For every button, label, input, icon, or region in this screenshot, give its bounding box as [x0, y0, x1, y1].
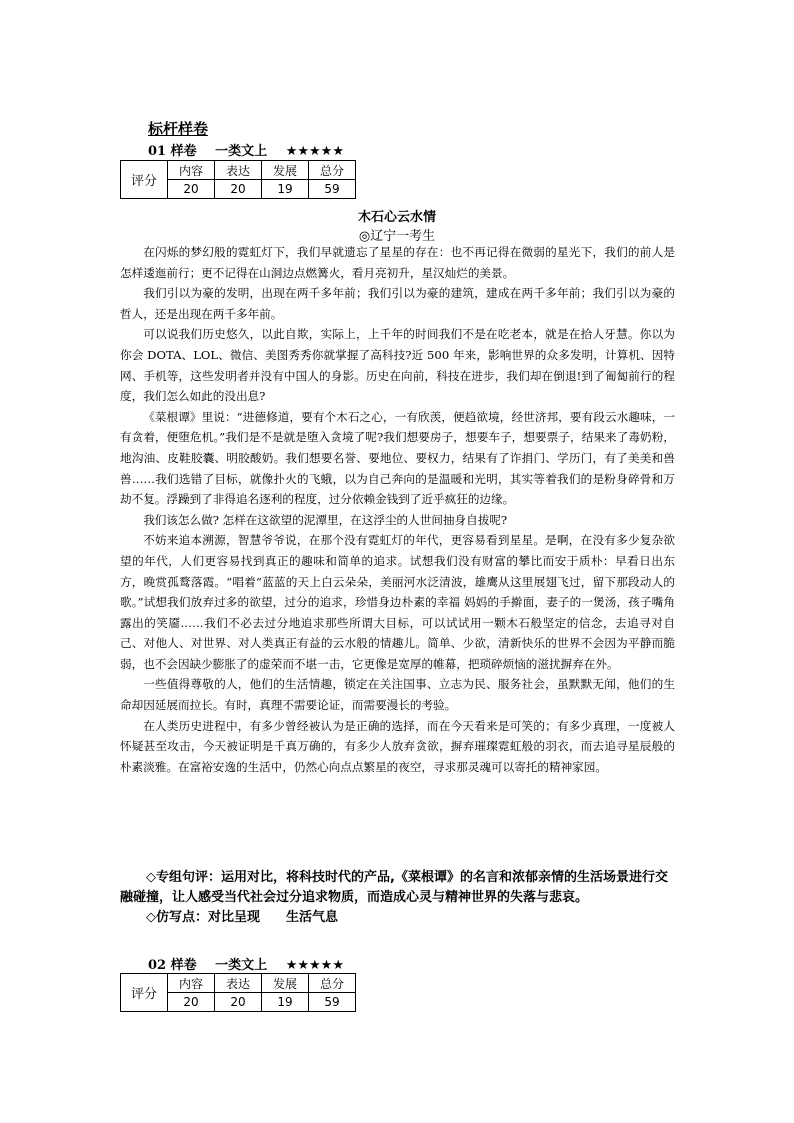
essay-paragraph: 不妨来追本溯源，智慧爷爷说，在那个没有霓虹灯的年代，更容易看到星星。是啊，在没有多少复杂欲望的年代，人们更容易找到真正的趣味和简单的追求。试想我们没有财富的攀比而安于质朴：早看日出东方，晚赏孤鹜落霞。“唱着“蓝蓝的天上白云朵朵，美丽河水泛清波，雄鹰从这里展翅飞过，留下那段动人的歌。”试想我们放弃过多的欲望，过分的追求，珍惜身边朴素的幸福 妈妈的手擀面，妻子的一煲汤，孩子嘴角露出的笑靥……我们不必去过分地追求那些所谓大目标，可以试试用一颗木石般坚定的信念，去追寻对自己、对他人、对世界、对人类真正有益的云水般的情趣儿。简单、少欲，清新快乐的世界不会因为平静而脆弱，也不会因缺少膨胀了的虚荣而不堪一击，它更像是宽厚的帷幕，把琐碎烦恼的滋扰摒弃在外。: [120, 533, 675, 671]
score-table-01: [120, 160, 356, 199]
score-value-content: 20: [168, 993, 215, 1012]
score-value-total: 59: [309, 993, 356, 1012]
sample-label: 02 样卷: [148, 958, 197, 973]
score-value-development: 19: [262, 180, 309, 199]
score-value-content: 20: [168, 180, 215, 199]
essay-paragraph: 一些值得尊敬的人，他们的生活情趣，锁定在关注国事、立志为民、服务社会，虽默默无闻，他们的生命却因延展而拉长。有时，真理不需要论证，而需要漫长的考验。: [120, 677, 675, 713]
score-row-label: 评分: [121, 974, 168, 1012]
imitation-point: 生活气息: [286, 910, 339, 925]
score-value-development: 19: [262, 993, 309, 1012]
essay-paragraph: 我们引以为豪的发明，出现在两千多年前；我们引以为豪的建筑，建成在两千多年前；我们引以为豪的哲人，还是出现在两千多年前。: [120, 286, 675, 321]
sample-header-01: [148, 140, 344, 159]
star-rating-icon: ★★★★★: [285, 958, 344, 973]
score-header-content: 内容: [168, 974, 215, 993]
sample-grade: 一类文上: [215, 144, 268, 159]
score-value-total: 59: [309, 180, 356, 199]
imitation-points: [120, 908, 680, 928]
score-value-expression: 20: [215, 993, 262, 1012]
score-header-expression: 表达: [215, 161, 262, 180]
sample-grade: 一类文上: [215, 958, 268, 973]
score-header-development: 发展: [262, 974, 309, 993]
sample-label: 01 样卷: [148, 144, 197, 159]
sample-header-02: [148, 954, 344, 973]
star-rating-icon: ★★★★★: [285, 144, 344, 159]
essay-paragraph: 《菜根谭》里说：“进德修道，要有个木石之心，一有欣羡，便趋欲境，经世济邦，要有段云水趣味，一有贪着，便堕危机。”我们是不是就是堕入贪境了呢?我们想要房子，想要车子，想要票子，结果来了毒奶粉，地沟油、皮鞋胶囊、明胶酸奶。我们想要名誉、要地位、要权力，结果有了诈捐门、学历门，有了美美和兽兽……我们选错了目标，就像扑火的飞蛾，以为自己奔向的是温暖和光明，其实等着我们的是粉身碎骨和万劫不复。浮躁到了非得追名逐利的程度，过分依赖金钱到了近乎疯狂的边缘。: [120, 409, 675, 507]
score-header-total: 总分: [309, 161, 356, 180]
imitation-label: ◇仿写点：: [146, 910, 208, 925]
essay-paragraph: 在闪烁的梦幻般的霓虹灯下，我们早就遗忘了星星的存在：也不再记得在微弱的星光下，我们的前人是怎样逶迤前行；更不记得在山洞边点燃篝火，看月亮初升，星汉灿烂的美景。: [120, 245, 675, 280]
essay-author: ◎辽宁一考生: [358, 229, 436, 244]
score-header-expression: 表达: [215, 974, 262, 993]
comment-paragraph: [120, 868, 680, 908]
comment-text: 运用对比，将科技时代的产品,《菜根谭》的名言和浓郁亲情的生活场景进行交融碰撞，让人感受当代社会过分追求物质，而造成心灵与精神世界的失落与悲哀。: [120, 870, 668, 905]
score-value-expression: 20: [215, 180, 262, 199]
essay-title: 木石心云水情: [357, 210, 436, 225]
essay-body: [120, 242, 675, 777]
essay-paragraph: 可以说我们历史悠久，以此自欺，实际上，上千年的时间我们不是在吃老本，就是在拾人牙慧。你以为你会 DOTA、LOL、微信、美图秀秀你就掌握了高科技?近 500 年来，影响世界的众多发明，计算机、因特网、手机等，这些发明者并没有中国人的身影。历史在向前，科技在进步，我们却在倒退!到了匍匐前行的程度，我们怎么如此的没出息?: [120, 327, 675, 404]
section-heading: 标杆样卷: [148, 120, 209, 138]
score-row-label: 评分: [121, 161, 168, 199]
score-table-02: [120, 973, 356, 1012]
expert-comment: [120, 868, 680, 928]
score-header-total: 总分: [309, 974, 356, 993]
comment-label: ◇专组句评：: [146, 870, 221, 885]
score-header-development: 发展: [262, 161, 309, 180]
score-header-content: 内容: [168, 161, 215, 180]
essay-paragraph: 我们该怎么做? 怎样在这欲望的泥潭里，在这浮尘的人世间抽身自拔呢?: [143, 512, 508, 527]
imitation-point: 对比呈现: [208, 910, 261, 925]
essay-paragraph: 在人类历史进程中，有多少曾经被认为是正确的选择，而在今天看来是可笑的；有多少真理，一度被人怀疑甚至攻击，今天被证明是千真万确的，有多少人放弃贪欲，摒弃璀璨霓虹般的羽衣，而去追寻星辰般的朴素淡雅。在富裕安逸的生活中，仍然心向点点繁星的夜空，寻求那灵魂可以寄托的精神家园。: [120, 718, 675, 774]
